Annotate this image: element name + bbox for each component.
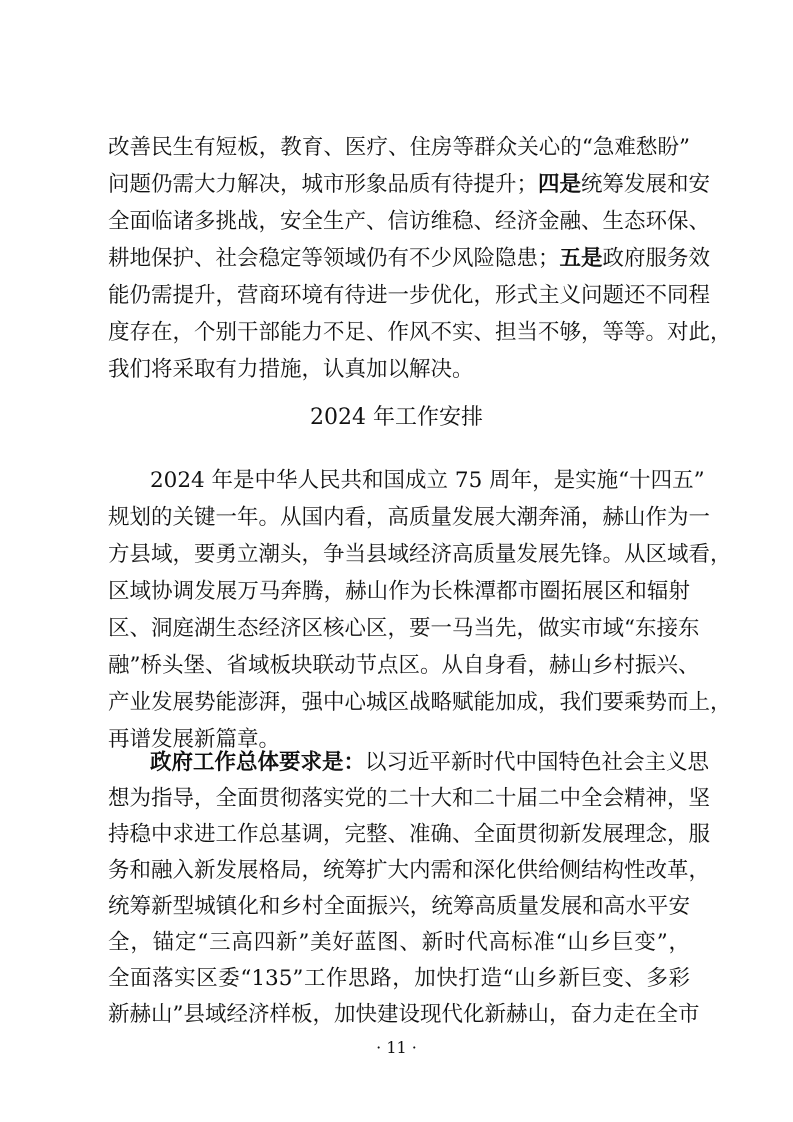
paragraph-3-line-5: 统筹新型城镇化和乡村全面振兴，统筹高质量发展和高水平安: [108, 894, 690, 919]
section-heading: 2024 年工作安排: [310, 405, 483, 430]
paragraph-3-line-8: 新赫山”县域经济样板，加快建设现代化新赫山，奋力走在全市: [108, 1002, 700, 1027]
paragraph-2-line-6: 融”桥头堡、省域板块联动节点区。从自身看，赫山乡村振兴、: [108, 653, 700, 678]
paragraph-2-line-2: 规划的关键一年。从国内看，高质量发展大潮奔涌，赫山作为一: [108, 505, 711, 530]
paragraph-3-line-7: 全面落实区委“135”工作思路，加快打造“山乡新巨变、多彩: [108, 966, 690, 991]
emphasis-four: 四是: [538, 172, 582, 197]
paragraph-2-line-5: 区、洞庭湖生态经济区核心区，要一马当先，做实市域“东接东: [108, 616, 700, 641]
text-run: 政府服务效: [602, 246, 711, 271]
paragraph-3-line-3: 持稳中求进工作总基调，完整、准确、全面贯彻新发展理念，服: [108, 822, 711, 847]
paragraph-3-line-4: 务和融入新发展格局，统筹扩大内需和深化供给侧结构性改革，: [108, 858, 711, 883]
paragraph-1-line-3: 全面临诸多挑战，安全生产、信访维稳、经济金融、生态环保、: [108, 209, 711, 234]
paragraph-2-line-3: 方县域，要勇立潮头，争当县域经济高质量发展先锋。从区域看，: [108, 542, 732, 567]
paragraph-1-line-4: [108, 244, 711, 274]
paragraph-3-line-1: [150, 748, 710, 778]
paragraph-2-line-7: 产业发展势能澎湃，强中心城区战略赋能加成，我们要乘势而上，: [108, 690, 732, 715]
text-run: 统筹发展和安: [581, 172, 711, 197]
paragraph-2-line-1: 2024 年是中华人民共和国成立 75 周年，是实施“十四五”: [150, 468, 705, 493]
page-number: · 11 ·: [376, 1038, 417, 1057]
paragraph-2-line-8: 再谱发展新篇章。: [108, 727, 281, 752]
emphasis-five: 五是: [559, 246, 603, 271]
text-run: 问题仍需大力解决，城市形象品质有待提升；: [108, 172, 539, 197]
emphasis-overall-requirements: 政府工作总体要求是：: [150, 750, 366, 775]
paragraph-1-line-1: 改善民生有短板，教育、医疗、住房等群众关心的“急难愁盼”: [108, 135, 690, 160]
text-run: 以习近平新时代中国特色社会主义思: [365, 750, 710, 775]
paragraph-2-line-4: 区域协调发展万马奔腾，赫山作为长株潭都市圈拓展区和辐射: [108, 579, 690, 604]
paragraph-3-line-2: 想为指导，全面贯彻落实党的二十大和二十届二中全会精神，坚: [108, 786, 711, 811]
text-run: 耕地保护、社会稳定等领域仍有不少风险隐患；: [108, 246, 560, 271]
paragraph-1-line-5: 能仍需提升，营商环境有待进一步优化，形式主义问题还不同程: [108, 283, 711, 308]
paragraph-1-line-7: 我们将采取有力措施，认真加以解决。: [108, 357, 474, 382]
paragraph-1-line-6: 度存在，个别干部能力不足、作风不实、担当不够，等等。对此，: [108, 320, 732, 345]
paragraph-3-line-6: 全，锚定“三高四新”美好蓝图、新时代高标准“山乡巨变”，: [108, 930, 690, 955]
paragraph-1-line-2: [108, 170, 711, 200]
